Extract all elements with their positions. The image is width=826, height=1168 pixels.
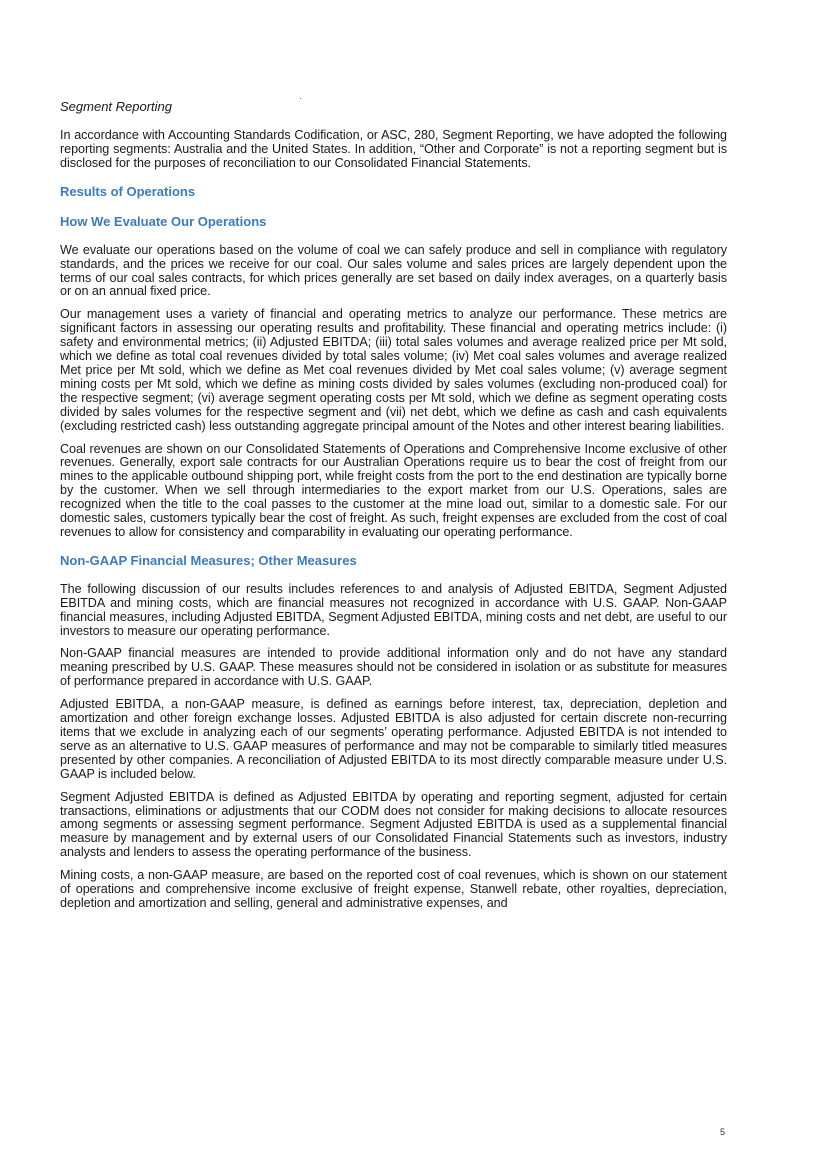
document-page: [60, 99, 727, 920]
results-of-operations-heading: Results of Operations: [60, 183, 196, 199]
evaluate-paragraph-2: Our management uses a variety of financial and operating metrics to analyze our performance. These metrics are significant factors in assessing our operating results and profitability. These financial and operating metrics include: (i) safety and environmental metrics; (ii) Adjusted EBITDA; (iii) total sales volumes and average realized price per Mt sold, which we define as total coal revenues divided by total sales volume; (iv) Met coal sales volumes and average realized Met price per Mt sold, which we define as Met coal revenues divided by Met coal sales volume; (v) average segment mining costs per Mt sold, which we define as mining costs divided by sales volumes (excluding non-produced coal) for the respective segment; (vi) average segment operating costs per Mt sold, which we define as segment operating costs divided by sales volumes for the respective segment and (vii) net debt, which we define as cash and cash equivalents (excluding restricted cash) less outstanding aggregate principal amount of the Notes and other interest bearing liabilities.: [60, 307, 727, 433]
evaluate-paragraph-1: We evaluate our operations based on the volume of coal we can safely produce and sell in compliance with regulatory standards, and the prices we receive for our coal. Our sales volume and sales prices are largely dependent upon the terms of our coal sales contracts, for which prices generally are set based on daily index averages, on a quarterly basis or on an annual fixed price.: [60, 242, 727, 299]
segment-reporting-heading: Segment Reporting: [60, 99, 173, 114]
evaluate-paragraph-3: Coal revenues are shown on our Consolidated Statements of Operations and Comprehensive Income exclusive of other revenues. Generally, export sale contracts for our Australian Operations require us to bear the cost of freight from our mines to the applicable outbound shipping port, while freight costs from the port to the end destination are typically borne by the customer. When we sell through intermediaries to the export market from our U.S. Operations, sales are recognized when the title to the coal passes to the customer at the mine load out, similar to a domestic sale. For our domestic sales, customers typically bear the cost of freight. As such, freight expenses are excluded from the cost of coal revenues to allow for consistency and comparability in evaluating our operating performance.: [60, 441, 727, 539]
page-number: 5: [720, 1127, 726, 1137]
non-gaap-paragraph-4: Segment Adjusted EBITDA is defined as Adjusted EBITDA by operating and reporting segment, adjusted for certain transactions, eliminations or adjustments that our CODM does not consider for making decisions to allocate resources among segments or assessing segment performance. Segment Adjusted EBITDA is used as a supplemental financial measure by management and by external users of our Consolidated Financial Statements such as investors, industry analysts and lenders to assess the operating performance of the business.: [60, 789, 727, 860]
non-gaap-paragraph-2: Non-GAAP financial measures are intended to provide additional information only and do not have any standard meaning prescribed by U.S. GAAP. These measures should not be considered in isolation or as substitute for measures of performance prepared in accordance with U.S. GAAP.: [60, 646, 727, 689]
non-gaap-paragraph-3: Adjusted EBITDA, a non-GAAP measure, is defined as earnings before interest, tax, depreciation, depletion and amortization and other foreign exchange losses. Adjusted EBITDA is also adjusted for certain discrete non-recurring items that we exclude in analyzing each of our segments’ operating performance. Adjusted EBITDA is not intended to serve as an alternative to U.S. GAAP measures of performance and may not be comparable to similarly titled measures presented by other companies. A reconciliation of Adjusted EBITDA to its most directly comparable measure under U.S. GAAP is included below.: [60, 697, 727, 781]
non-gaap-paragraph-5: Mining costs, a non-GAAP measure, are based on the reported cost of coal revenues, which is shown on our statement of operations and comprehensive income exclusive of freight expense, Stanwell rebate, other royalties, depreciation, depletion and amortization and selling, general and administrative expenses, and: [60, 868, 727, 910]
non-gaap-paragraph-1: The following discussion of our results includes references to and analysis of Adjusted EBITDA, Segment Adjusted EBITDA and mining costs, which are financial measures not recognized in accordance with U.S. GAAP. Non-GAAP financial measures, including Adjusted EBITDA, Segment Adjusted EBITDA, mining costs and net debt, are useful to our investors to measure our operating performance.: [60, 581, 727, 638]
non-gaap-heading: Non-GAAP Financial Measures; Other Measures: [60, 552, 357, 568]
segment-reporting-paragraph: In accordance with Accounting Standards Codification, or ASC, 280, Segment Reporting, we have adopted the following reporting segments: Australia and the United States. In addition, “Other and Corporate” is not a reporting segment but is disclosed for the purposes of reconciliation to our Consolidated Financial Statements.: [60, 128, 727, 170]
how-we-evaluate-heading: How We Evaluate Our Operations: [60, 213, 267, 229]
